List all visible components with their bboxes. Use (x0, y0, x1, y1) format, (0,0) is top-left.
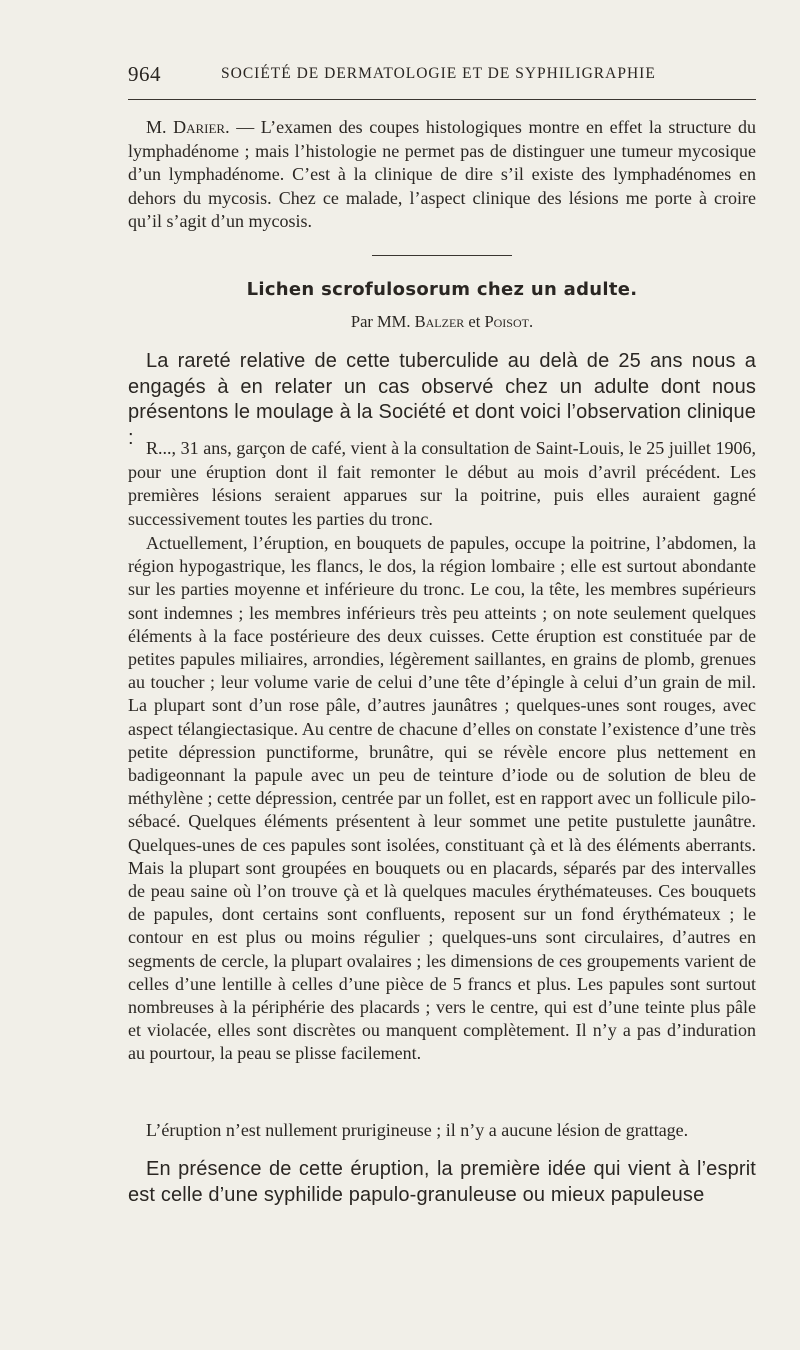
intro-paragraph: La rareté relative de cette tuberculide au delà de 25 ans nous a engagés à en relater un cas observé chez un adulte dont nous présentons le moulage à la Société et dont voici l’observation clinique : (128, 350, 756, 449)
author-balzer: Balzer (414, 312, 465, 331)
article-title: Lichen scrofulosorum chez un adulte. (246, 279, 638, 300)
section-divider (372, 255, 512, 256)
description-paragraph: Actuellement, l’éruption, en bouquets de papules, occupe la poitrine, l’abdomen, la région hypogastrique, les flancs, le dos, la région lombaire ; elle est surtout abondante sur les parties moyenne et inférieure du tronc. Le cou, la tête, les membres supérieurs sont indemnes ; les membres inférieurs très peu atteints ; on note seulement quelques éléments à la face postérieure des deux cuisses. Cette éruption est constituée par de petites papules miliaires, arrondies, légèrement saillantes, en grains de plomb, grenues au toucher ; leur volume varie de celui d’une tête d’épingle à celui d’un grain de mil. La plupart sont d’un rose pâle, d’autres jaunâtres ; quelques-unes sont rouges, avec aspect télangiectasique. Au centre de chacune d’elles on constate l’existence d’une très petite dépression punctiforme, brunâtre, qui se révèle encore plus nettement en badigeonnant la papule avec un peu de teinture d’iode ou de solution de bleu de méthylène ; cette dépression, centrée par un follet, est en rapport avec un follicule pilo-sébacé. Quelques éléments présentent à leur sommet une petite pustulette jaunâtre. Quelques-unes de ces papules sont isolées, constituant çà et là des éléments aberrants. Mais la plupart sont groupées en bouquets ou en placards, séparés par des intervalles de peau saine où l’on trouve çà et là quelques macules érythémateuses. Ces bouquets de papules, dont certains sont confluents, reposent sur un fond érythémateux ; le contour en est plus ou moins régulier ; quelques-uns sont circulaires, d’autres en segments de cercle, la plupart ovalaires ; les dimensions de ces groupements varient de celles d’une lentille à celles d’une pièce de 5 francs et plus. Les papules sont surtout nombreuses à la périphérie des placards ; vers le centre, qui est d’une teinte plus pâle et violacée, elles sont discrètes ou manquent complètement. Il n’y a pas d’induration au pourtour, la peau se plisse facilement. (128, 533, 756, 1064)
darier-remark (128, 116, 756, 234)
byline (128, 312, 756, 332)
prurit-paragraph: L’éruption n’est nullement prurigineuse ; il n’y a aucune lésion de grattage. (146, 1120, 689, 1140)
case-paragraph: R..., 31 ans, garçon de café, vient à la consultation de Saint-Louis, le 25 juillet 1906, pour une éruption dont il fait remonter le début au mois d’avril précédent. Les premières lésions seraient apparues sur la poitrine, puis elles auraient gagné successivement toutes les parties du tronc. (128, 438, 756, 529)
byline-joiner: et (468, 312, 481, 331)
running-head: SOCIÉTÉ DE DERMATOLOGIE ET DE SYPHILIGRAPHIE (221, 65, 656, 82)
speaker-name: M. Darier. (146, 117, 230, 137)
darier-text: — L’examen des coupes histologiques montre en effet la structure du lymphadénome ; mais l’histologie ne permet pas de distinguer une tumeur mycosique d’un lymphadénome. C’est à la clinique de dire s’il existe des lymphadénomes en dehors du mycosis. Chez ce malade, l’aspect clinique des lésions me porte à croire qu’il s’agit d’un mycosis. (128, 117, 756, 232)
header-rule (128, 99, 756, 100)
byline-prefix: Par MM. (350, 312, 411, 331)
conclusion-paragraph: En présence de cette éruption, la première idée qui vient à l’esprit est celle d’une syphilide papulo-granuleuse ou mieux papuleuse (128, 1158, 756, 1206)
page-number: 964 (128, 62, 161, 86)
page-header (128, 62, 756, 90)
author-poisot: Poisot. (484, 312, 534, 331)
